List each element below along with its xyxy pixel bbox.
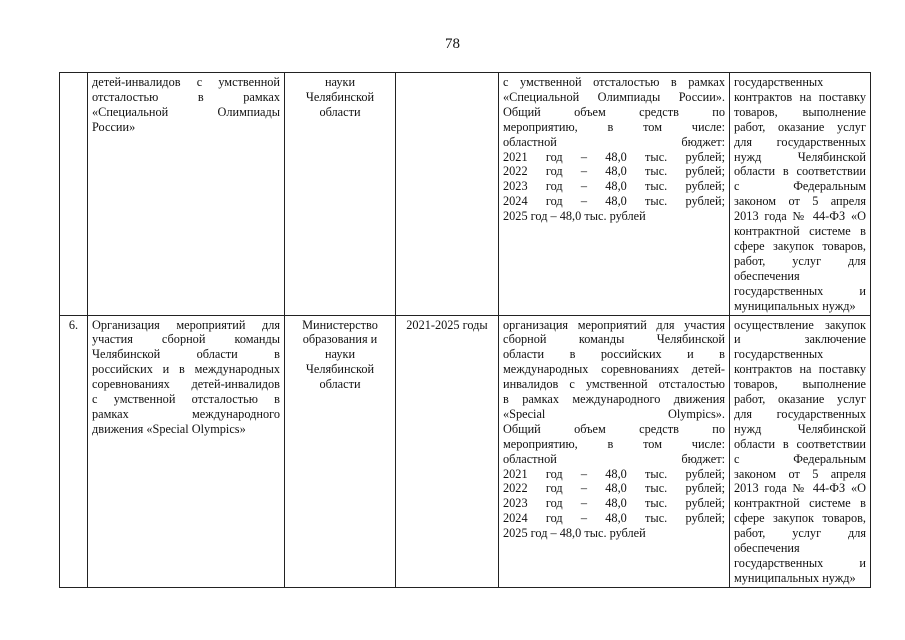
cell-text-line: организация мероприятий для участия [503, 317, 725, 332]
cell-text-line: «Special Olympics». [503, 406, 725, 421]
expected-result-cell [499, 315, 730, 587]
cell-text-line: российских и в международных [92, 362, 280, 377]
cell-text-line: 2023 год – 48,0 тыс. рублей; [503, 496, 725, 511]
cell-text-line: «Специальной Олимпиады России». [503, 89, 725, 104]
note-cell [730, 315, 871, 587]
cell-text-line: контрактной системе в [734, 496, 866, 511]
cell-text-line: контрактов на поставку [734, 89, 866, 104]
cell-text-line: для государственных [734, 406, 866, 421]
cell-text-line: сфере закупок товаров, [734, 511, 866, 526]
cell-text-line: отсталостью в рамках [92, 89, 280, 104]
cell-text-line: работ, услуг для [734, 253, 866, 268]
cell-text-line: 2013 года № 44-ФЗ «О [734, 209, 866, 224]
cell-text-line: мероприятию, в том числе: [503, 436, 725, 451]
cell-text-line: 2021 год – 48,0 тыс. рублей; [503, 149, 725, 164]
cell-text-line: товаров, выполнение [734, 104, 866, 119]
cell-text-line: с умственной отсталостью в рамках [503, 75, 725, 89]
cell-text-line: товаров, выполнение [734, 377, 866, 392]
cell-text-line: государственных и [734, 556, 866, 570]
cell-text-line: 2021 год – 48,0 тыс. рублей; [503, 466, 725, 481]
table-row [60, 315, 871, 587]
cell-text-line: муниципальных нужд» [734, 570, 856, 585]
cell-text-line: 2025 год – 48,0 тыс. рублей [503, 526, 646, 541]
cell-text-line: соревнованиях детей-инвалидов [92, 377, 280, 392]
cell-text-line: осуществление закупок [734, 317, 866, 332]
cell-text-line: сфере закупок товаров, [734, 238, 866, 253]
cell-text-line: 2025 год – 48,0 тыс. рублей [503, 209, 646, 224]
cell-text-line: Общий объем средств по [503, 421, 725, 436]
cell-text-line: участия сборной команды [92, 332, 280, 347]
cell-text-line: работ, услуг для [734, 526, 866, 541]
cell-text-line: 2023 год – 48,0 тыс. рублей; [503, 179, 725, 194]
cell-text-line: Общий объем средств по [503, 104, 725, 119]
cell-text-line: сборной команды Челябинской [503, 332, 725, 347]
cell-text-line: области [319, 104, 361, 119]
cell-text-line: науки [324, 75, 356, 89]
cell-text-line: государственных [734, 75, 824, 89]
cell-text-line: Челябинской [305, 362, 375, 377]
cell-text-line: рамках международного [92, 406, 280, 421]
cell-text-line: контрактной системе в [734, 224, 866, 239]
cell-text-line: Министерство [302, 317, 378, 332]
cell-text-line: обеспечения [734, 268, 800, 283]
cell-text-line: нужд Челябинской [734, 421, 866, 436]
cell-text-line: области в российских и в [503, 347, 725, 362]
cell-text-line: государственных и [734, 283, 866, 298]
cell-text-line: инвалидов с умственной отсталостью [503, 377, 725, 392]
cell-text-line: 2024 год – 48,0 тыс. рублей; [503, 194, 725, 209]
responsible-executor-cell [285, 315, 396, 587]
table-row [60, 73, 871, 316]
term-cell [396, 73, 499, 316]
cell-text-line: Челябинской [305, 89, 375, 104]
cell-text-line: 2013 года № 44-ФЗ «О [734, 481, 866, 496]
cell-text-line: и заключение [734, 332, 866, 347]
cell-text-line: «Специальной Олимпиады [92, 104, 280, 119]
cell-text-line: детей-инвалидов с умственной [92, 75, 280, 89]
cell-text-line: контрактов на поставку [734, 362, 866, 377]
cell-text-line: России» [92, 119, 136, 134]
cell-text-line: с Федеральным [734, 179, 866, 194]
cell-text-line: 2022 год – 48,0 тыс. рублей; [503, 164, 725, 179]
page-number: 78 [445, 36, 460, 52]
cell-text-line: областной бюджет: [503, 451, 725, 466]
cell-text-line: областной бюджет: [503, 134, 725, 149]
cell-text-line: 2024 год – 48,0 тыс. рублей; [503, 511, 725, 526]
cell-text-line: с Федеральным [734, 451, 866, 466]
cell-text-line: работ, оказание услуг [734, 119, 866, 134]
cell-text-line: нужд Челябинской [734, 149, 866, 164]
cell-text-line: Челябинской области в [92, 347, 280, 362]
cell-text-line: образования и [302, 332, 378, 347]
cell-text-line: обеспечения [734, 541, 800, 556]
cell-text-line: в рамках международного движения [503, 392, 725, 407]
row-number-cell [60, 73, 88, 316]
cell-text-line: области [319, 377, 361, 392]
cell-text-line: науки [324, 347, 356, 362]
cell-text-line: муниципальных нужд» [734, 298, 856, 313]
cell-text-line: движения «Special Olympics» [92, 421, 246, 436]
cell-text-line: области в соответствии [734, 164, 866, 179]
note-cell [730, 73, 871, 316]
row-number-cell: 6. [60, 315, 88, 587]
cell-text-line: Организация мероприятий для [92, 317, 280, 332]
measures-table [59, 72, 871, 588]
responsible-executor-cell [285, 73, 396, 316]
cell-text-line: законом от 5 апреля [734, 466, 866, 481]
cell-text-line: мероприятию, в том числе: [503, 119, 725, 134]
cell-text-line: работ, оказание услуг [734, 392, 866, 407]
measure-name-cell [88, 73, 285, 316]
term-cell: 2021-2025 годы [396, 315, 499, 587]
cell-text-line: законом от 5 апреля [734, 194, 866, 209]
cell-text-line: международных соревнованиях детей- [503, 362, 725, 377]
cell-text-line: с умственной отсталостью в [92, 392, 280, 407]
cell-text-line: 2022 год – 48,0 тыс. рублей; [503, 481, 725, 496]
cell-text-line: для государственных [734, 134, 866, 149]
cell-text-line: области в соответствии [734, 436, 866, 451]
expected-result-cell [499, 73, 730, 316]
measure-name-cell [88, 315, 285, 587]
cell-text-line: государственных [734, 347, 824, 362]
